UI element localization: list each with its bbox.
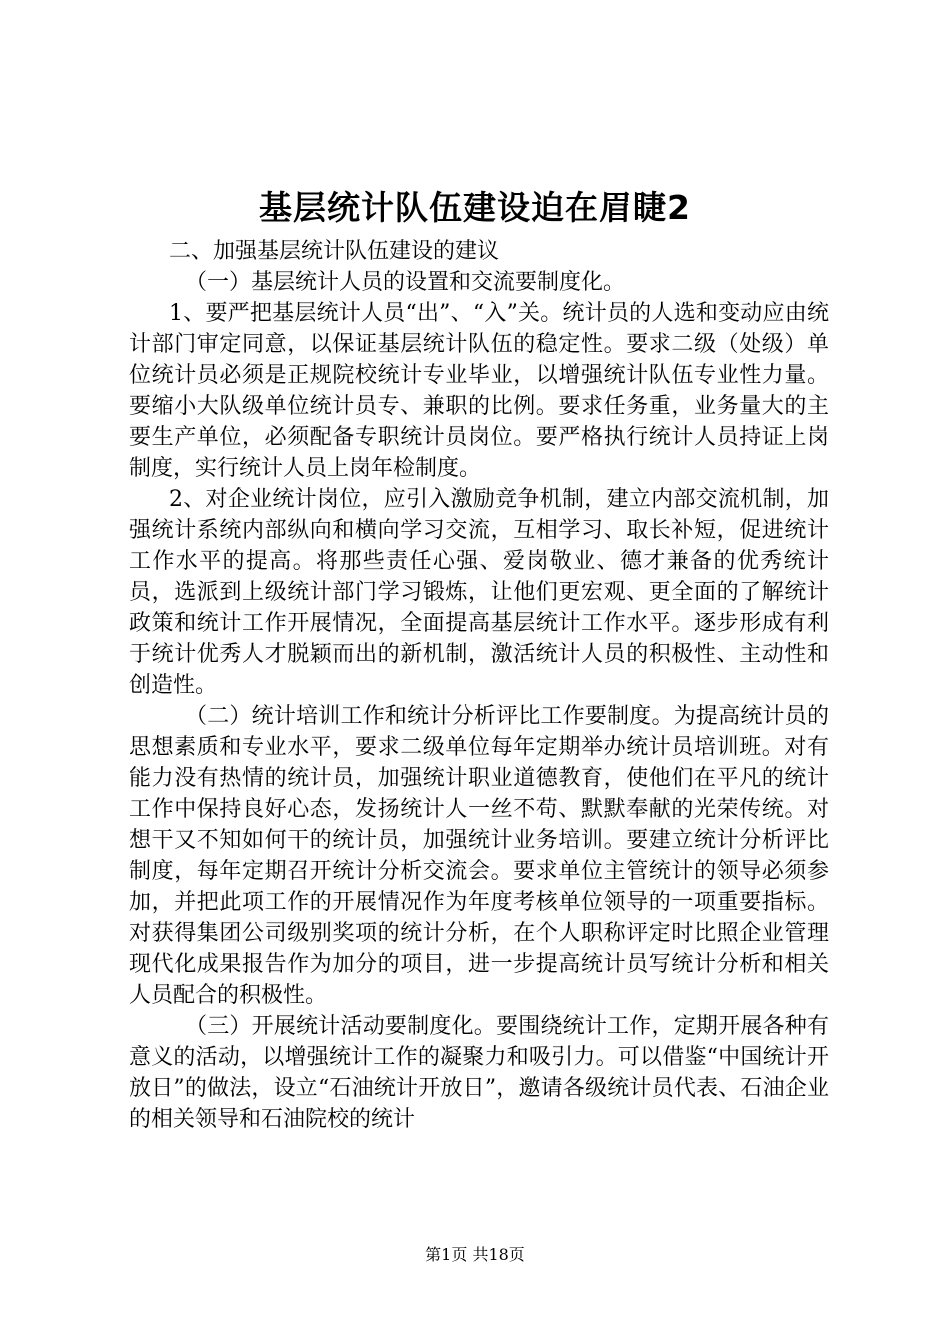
section-heading: 二、加强基层统计队伍建设的建议 bbox=[169, 239, 500, 264]
document-body bbox=[129, 236, 829, 1135]
page-footer: 第1页 共18页 bbox=[425, 1245, 525, 1264]
body-paragraph: 2、对企业统计岗位，应引入激励竞争机制，建立内部交流机制，加强统计系统内部纵向和横向学习交流，互相学习、取长补短，促进统计工作水平的提高。将那些责任心强、爱岗敬业、德才兼备的优秀统计员，选派到上级统计部门学习锻炼，让他们更宏观、更全面的了解统计政策和统计工作开展情况，全面提高基层统计工作水平。逐步形成有利于统计优秀人才脱颖而出的新机制，激活统计人员的积极性、主动性和创造性。 bbox=[129, 487, 829, 698]
document-title: 基层统计队伍建设迫在眉睫2 bbox=[259, 188, 691, 227]
body-paragraph: （二）统计培训工作和统计分析评比工作要制度。为提高统计员的思想素质和专业水平，要求二级单位每年定期举办统计员培训班。对有能力没有热情的统计员，加强统计职业道德教育，使他们在平凡的统计工作中保持良好心态，发扬统计人一丝不苟、默默奉献的光荣传统。对想干又不知如何干的统计员，加强统计业务培训。要建立统计分析评比制度，每年定期召开统计分析交流会。要求单位主管统计的领导必须参加，并把此项工作的开展情况作为年度考核单位领导的一项重要指标。对获得集团公司级别奖项的统计分析，在个人职称评定时比照企业管理现代化成果报告作为加分的项目，进一步提高统计员写统计分析和相关人员配合的积极性。 bbox=[129, 704, 829, 1008]
body-paragraph: 1、要严把基层统计人员“出”、“入”关。统计员的人选和变动应由统计部门审定同意，以保证基层统计队伍的稳定性。要求二级（处级）单位统计员必须是正规院校统计专业毕业，以增强统计队伍专业性力量。要缩小大队级单位统计员专、兼职的比例。要求任务重，业务量大的主要生产单位，必须配备专职统计员岗位。要严格执行统计人员持证上岗制度，实行统计人员上岗年检制度。 bbox=[129, 301, 829, 481]
subsection-heading: （一）基层统计人员的设置和交流要制度化。 bbox=[185, 270, 626, 295]
body-paragraph: （三）开展统计活动要制度化。要围绕统计工作，定期开展各种有意义的活动，以增强统计工作的凝聚力和吸引力。可以借鉴“中国统计开放日”的做法，设立“石油统计开放日”，邀请各级统计员代表、石油企业的相关领导和石油院校的统计 bbox=[129, 1014, 829, 1132]
